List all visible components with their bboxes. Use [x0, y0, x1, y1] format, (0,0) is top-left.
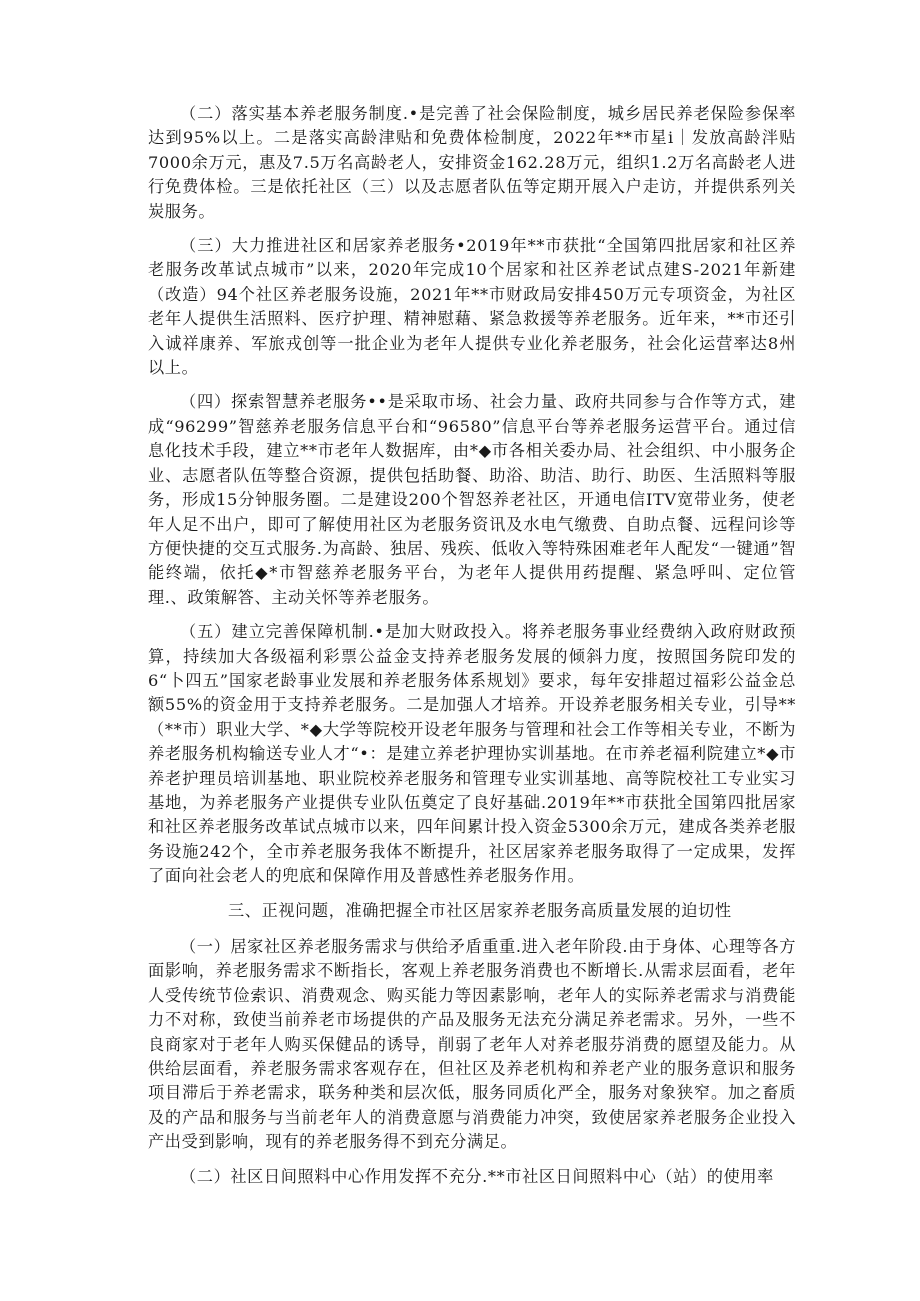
- section-heading: 三、正视问题，准确把握全市社区居家养老服务高质量发展的迫切性: [228, 900, 732, 920]
- paragraph-supply-demand-conflict: （一）居家社区养老服务需求与供给矛盾重重.进入老年阶段.由于身体、心理等各方面影响，养老服务需求不断指长，客观上养老服务消费也不断增长.从需求层面看，老年人受传统节俭索识、消费观念、购买能力等因素影响，老年人的实际养老需求与消费能力不对称，致使当前养老市场提供的产品及服务无法充分满足养老需求。另外，一些不良商家对于老年人购买保健品的诱导，削弱了老年人对养老服芬消费的愿望及能力。从供给层面看，养老服务需求客观存在，但社区及养老机构和养老产业的服务意识和服务项目滞后于养老需求，联务种类和层次低，服务同质化严全，服务对象狭窄。加之畜质及的产品和服务与当前老年人的消费意愿与消费能力冲突，致使居家养老服务企业投入产出受到影响，现有的养老服务得不到充分满足。: [148, 937, 796, 1152]
- paragraph-community-home-services: （三）大力推进社区和居家养老服务•2019年**市获批“全国第四批居家和社区养老服务改革试点城市”以来，2020年完成10个居家和社区养老试点建S-2021年新建（改造）94个社区养老服务设施，2021年**市财政局安排450万元专项资金，为社区老年人提供生活照料、医疗护理、精神慰藉、紧急救援等养老服务。近年来，**市还引入诚祥康养、军旅戎创等一批企业为老年人提供专业化养老服务，社会化运营率达8州以上。: [148, 236, 796, 378]
- paragraph-smart-elderly-services: （四）探索智慧养老服务••是采取市场、社会力量、政府共同参与合作等方式，建成“96299”智慈养老服务信息平台和“96580”信息平台等养老服务运营平台。通过信息化技术手段，建立**市老年人数据库，由*◆市各相关委办局、社会组织、中小服务企业、志愿者队伍等整合资源，提供包括助餐、助浴、助洁、助行、助医、生活照料等服务，形成15分钟服务圈。二是建设200个智怒养老社区，开通电信ITV宽带业务，使老年人足不出户，即可了解使用社区为老服务资讯及水电气缴费、自助点餐、远程问诊等方便快捷的交互式服务.为高龄、独居、残疾、低收入等特殊困难老年人配发“一键通”智能终端，依托◆*市智慈养老服务平台，为老年人提供用药提醒、紧急呼叫、定位管理.、政策解答、主动关怀等养老服务。: [148, 392, 796, 607]
- paragraph-basic-elderly-services: （二）落实基本养老服务制度.•是完善了社会保险制度，城乡居民养老保险参保率达到95%以上。二是落实高龄津贴和免费体检制度，2022年**市星i｜发放高龄泮贴7000余万元，惠及7.5万名高龄老人，安排资金162.28万元，组织1.2万名高龄老人进行免费体检。三是依托社区（三）以及志愿者队伍等定期开展入户走访，并提供系列关炭服务。: [148, 104, 796, 221]
- document-body: [148, 102, 796, 1189]
- paragraph-guarantee-mechanism: （五）建立完善保障机制.•是加大财政投入。将养老服务事业经费纳入政府财政预算，持续加大各级福利彩票公益金支持养老服务发展的倾斜力度，按照国务院印发的6“卜四五”国家老龄事业发展和养老服务体系规划》要求，每年安排超过福彩公益金总额55%的资金用于支持养老服务。二是加强人才培养。开设养老服务相关专业，引导**（**市）职业大学、*◆大学等院校开设老年服务与管理和社会工作等相关专业，不断为养老服务机构输送专业人才“•：是建立养老护理协实训基地。在市养老福利院建立*◆市养老护理员培训基地、职业院校养老服务和管理专业实训基地、高等院校社工专业实习基地，为养老服务产业提供专业队伍奠定了良好基础.2019年**市获批全国第四批居家和社区养老服务改革试点城市以来，四年间累计投入资金5300余万元，建成各类养老服务设施242个，全市养老服务我体不断提升，社区居家养老服务取得了一定成果，发挥了面向社会老人的兜底和保障作用及普感性养老服务作用。: [148, 622, 796, 886]
- paragraph-day-care-centers: （二）社区日间照料中心作用发挥不充分.**市社区日间照料中心（站）的使用率: [180, 1166, 774, 1186]
